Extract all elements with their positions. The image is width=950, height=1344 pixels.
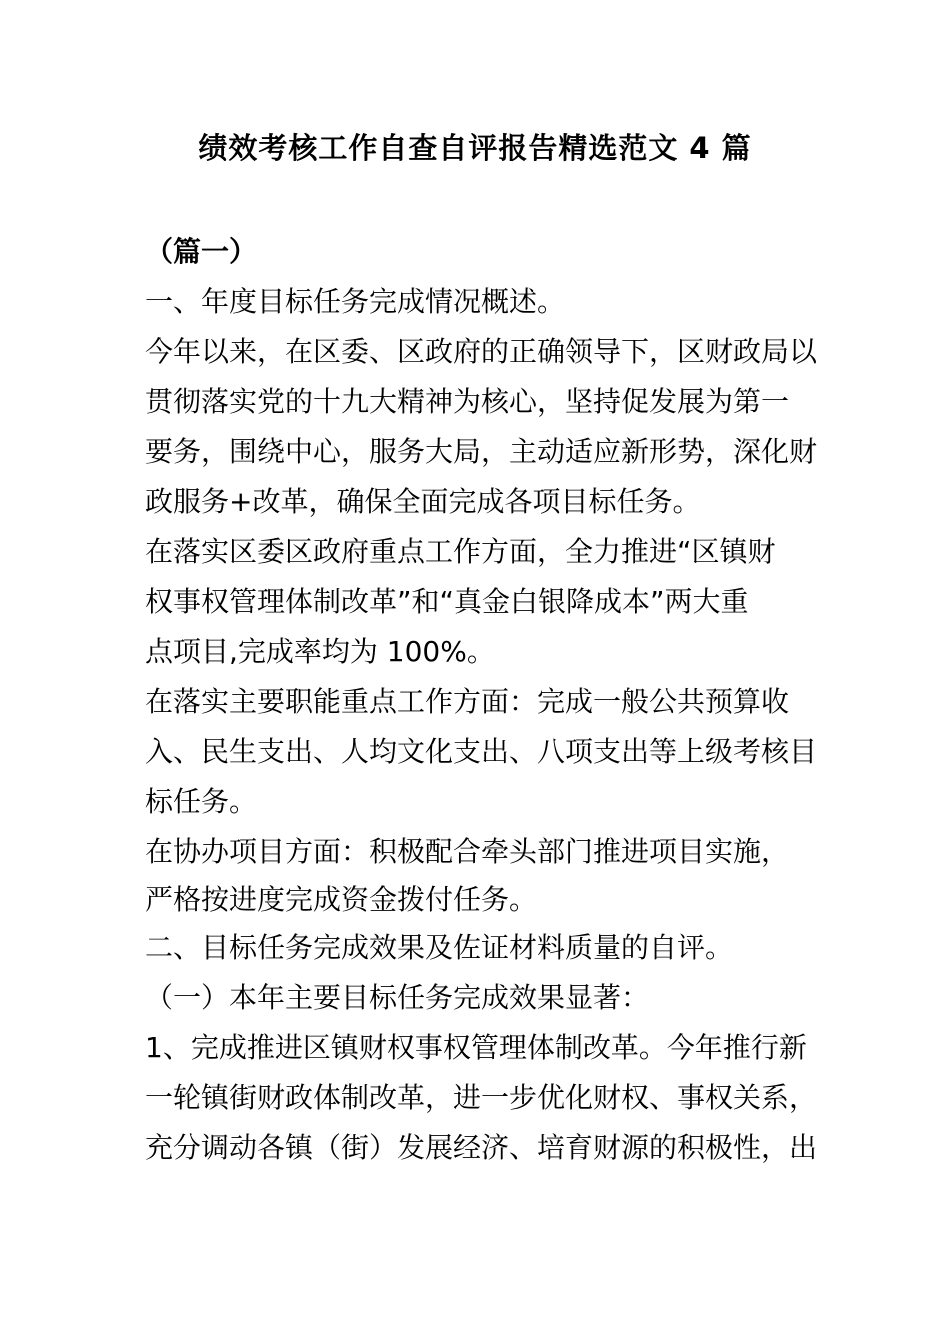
paragraph-line: 政服务+改革，确保全面完成各项目标任务。 [145,485,701,518]
paragraph-line: 一轮镇街财政体制改革，进一步优化财权、事权关系， [145,1081,818,1114]
paragraph-line: （一）本年主要目标任务完成效果显著： [145,981,650,1014]
paragraph-line: 标任务。 [145,785,258,818]
paragraph-line: 要务，围绕中心，服务大局，主动适应新形势，深化财 [145,435,818,468]
paragraph-line: 充分调动各镇（街）发展经济、培育财源的积极性，出 [145,1131,818,1164]
paragraph-line: 一、年度目标任务完成情况概述。 [145,285,566,318]
section-label: （篇一） [145,235,258,268]
paragraph-line: 在落实主要职能重点工作方面：完成一般公共预算收 [145,685,790,718]
paragraph-line: 1、完成推进区镇财权事权管理体制改革。今年推行新 [145,1031,807,1064]
paragraph-line: 在协办项目方面：积极配合牵头部门推进项目实施， [145,835,790,868]
paragraph-line: 入、民生支出、人均文化支出、八项支出等上级考核目 [145,735,818,768]
paragraph-line: 严格按进度完成资金拨付任务。 [145,883,538,916]
paragraph-line: 贯彻落实党的十九大精神为核心，坚持促发展为第一 [145,385,790,418]
paragraph-line: 点项目,完成率均为 100%。 [145,635,495,668]
paragraph-line: 在落实区委区政府重点工作方面，全力推进“区镇财 [145,535,776,568]
document-title: 绩效考核工作自查自评报告精选范文 4 篇 [198,131,752,165]
paragraph-line: 今年以来，在区委、区政府的正确领导下，区财政局以 [145,335,818,368]
paragraph-line: 二、目标任务完成效果及佐证材料质量的自评。 [145,931,734,964]
paragraph-line: 权事权管理体制改革”和“真金白银降成本”两大重 [145,585,749,618]
